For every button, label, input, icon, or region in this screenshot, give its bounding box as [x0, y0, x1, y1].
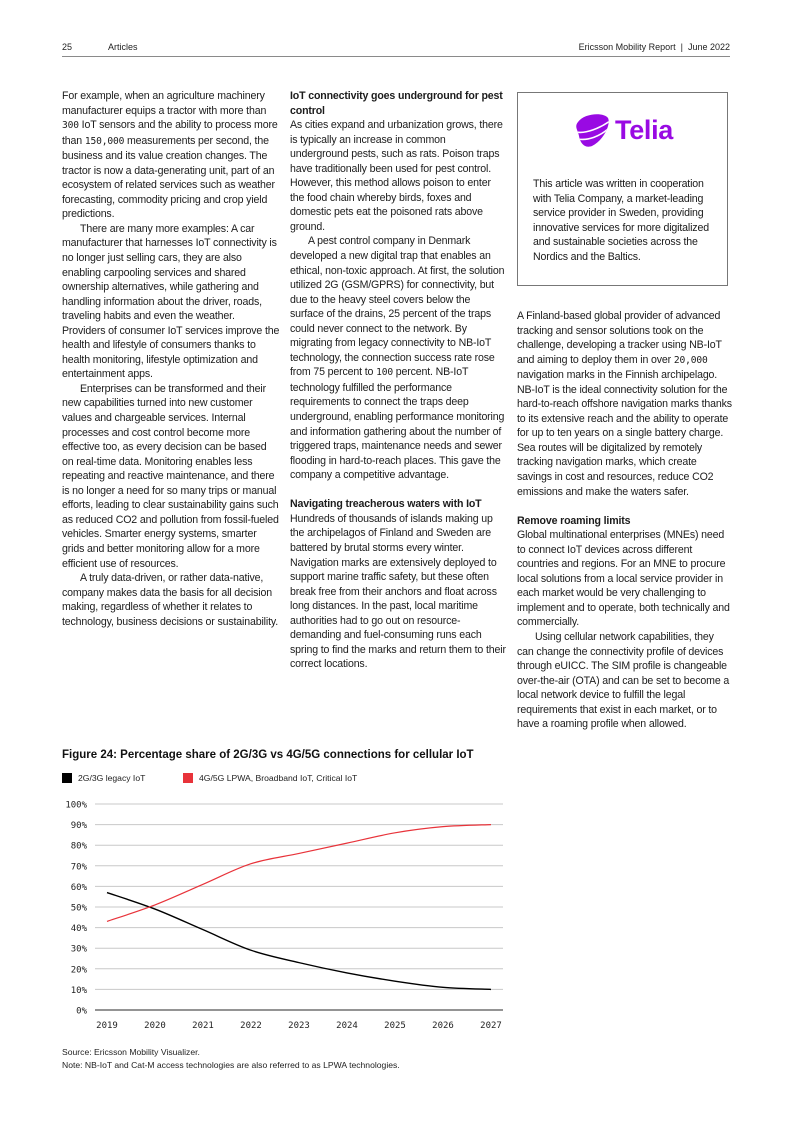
x-tick-label: 2024 — [336, 1021, 358, 1031]
paragraph: A pest control company in Denmark developed a new digital trap that enables an ethical, non-toxic approach. At first, the solution utilized 2G (GSM/GPRS) for connectivity, but due to the heavy steel covers below the surface of the drains, 25 percent of the traps could never connect to the network. By migrating from legacy connectivity to NB-IoT technology, the connection success rate rose from 75 percent to 100 percent. NB-IoT technology fulfilled the performance requirements to connect the traps deep underground, enabling performance monitoring and information gathering about the number of triggered traps, maintenance needs and sewer flooding in hard-to-reach places. This gave the company a competitive advantage. — [290, 235, 505, 482]
y-tick-label: 50% — [70, 903, 87, 914]
paragraph: Global multinational enterprises (MNEs) need to connect IoT devices across different countries and regions. For an MNE to procure local solutions from a local service provider in each market would be very challenging to implement and to operate, both technically and commercially. — [517, 529, 730, 629]
paragraph: Using cellular network capabilities, they can change the connectivity profile of devices through eUICC. The SIM profile is changeable over-the-air (OTA) and can be set to become a local network device to fulfill the legal requirements that exist in each market, or to have a roaming profile when allowed. — [517, 631, 730, 731]
section-heading: Remove roaming limits — [517, 514, 631, 527]
paragraph: There are many more examples: A car manufacturer that harnesses IoT connectivity is no longer just selling cars, they are also enabling carpooling services and shared ownership alternatives, while gathering and handling information about the driver, roads, traveling habits and even the weather. Providers of consumer IoT services improve the health and lifestyle of consumers thanks to health monitoring, lifestyle optimization and entertainment apps. — [62, 222, 280, 381]
y-tick-label: 10% — [70, 985, 87, 996]
partner-note: This article was written in cooperation with Telia Company, a market-leading service provider in Sweden, providing innovative services for more digitalized and sustainable societies across the Nordics and the Baltics. — [533, 178, 709, 263]
paragraph: As cities expand and urbanization grows, there is typically an increase in common underground pests, such as rats. Poison traps have traditionally been used for pest control. However, this method allows poison to enter the food chain whereby birds, foxes and domestic pets eat the poisoned rats above ground. — [290, 119, 503, 233]
legend-item-2g3g: 2G/3G legacy IoT — [62, 773, 145, 783]
y-axis-ticks — [65, 801, 87, 1017]
page-number: 25 — [62, 42, 73, 52]
paragraph: Enterprises can be transformed and their new capabilities turned into new customer values and chargeable services. Internal processes and cost control become more effective too, as every decision can be based on real-time data. Monitoring enables less repeating and reactive maintenance, and there is no longer a need for so many trips or manual efforts, leading to clear sustainability gains such as reduced CO2 and pollution from fossil-fueled vehicles. Smarter energy systems, smarter grids and better monitoring allow for a more efficient use of resources. — [62, 382, 279, 570]
x-tick-label: 2025 — [384, 1021, 406, 1031]
y-tick-label: 40% — [70, 924, 87, 935]
paragraph: For example, when an agriculture machinery manufacturer equips a tractor with more than 300 IoT sensors and the ability to process more than 150,000 measurements per second, the business and its value creation changes. The tractor is now a data-generating unit, part of an ecosystem of related services such as weather forecasting, commodity pricing and crop yield predictions. — [62, 90, 278, 221]
paragraph: Hundreds of thousands of islands making up the archipelagos of Finland and Sweden are battered by brutal storms every winter. Navigation marks are extensively deployed to support marine traffic safety, but these often break free from their anchors and float across long distances. In the past, local maritime authorities had to go out on resource-demanding and fuel-consuming runs each spring to find the marks and return them to their correct locations. — [290, 512, 506, 671]
paragraph: A truly data-driven, or rather data-native, company makes data the basis for all decision making, regardless of whether it relates to technology, business decisions or sustainability. — [62, 572, 279, 628]
figure-source: Source: Ericsson Mobility Visualizer. Note: NB-IoT and Cat-M access technologies are also referred to as LPWA technologies. — [62, 1047, 400, 1070]
x-axis-ticks — [96, 1021, 502, 1031]
y-tick-label: 20% — [70, 965, 87, 976]
y-tick-label: 60% — [70, 882, 87, 893]
figure-title: Figure 24: Percentage share of 2G/3G vs 4G/5G connections for cellular IoT — [62, 749, 474, 761]
telia-wordmark: Telia — [615, 114, 674, 145]
y-tick-label: 90% — [70, 821, 87, 832]
x-tick-label: 2019 — [96, 1021, 118, 1031]
y-tick-label: 0% — [76, 1006, 87, 1017]
paragraph: A Finland-based global provider of advanced tracking and sensor solutions took on the challenge, developing a tracker using NB-IoT and aiming to deploy them in over 20,000 navigation marks in the Finnish archipelago. NB-IoT is the ideal connectivity solution for the hard-to-reach offshore navigation marks thanks to its extensive reach and the ability to operate for up to ten years on a single battery charge. Sea routes will be digitalized by remotely tracking navigation marks, which create savings in cost and resources, reduce CO2 emissions and make the waters safer. — [517, 310, 732, 498]
y-tick-label: 80% — [70, 841, 87, 852]
x-tick-label: 2023 — [288, 1021, 310, 1031]
x-tick-label: 2027 — [480, 1021, 502, 1031]
section-heading: Navigating treacherous waters with IoT — [290, 498, 482, 511]
x-tick-label: 2020 — [144, 1021, 166, 1031]
section-label: Articles — [108, 42, 138, 52]
y-tick-label: 100% — [65, 800, 87, 811]
section-heading: IoT connectivity goes underground for pest control — [290, 90, 503, 117]
x-tick-label: 2026 — [432, 1021, 454, 1031]
y-tick-label: 30% — [70, 944, 87, 955]
legend-item-4g5g: 4G/5G LPWA, Broadband IoT, Critical IoT — [183, 773, 357, 783]
publication-title: Ericsson Mobility Report | June 2022 — [578, 42, 730, 52]
y-tick-label: 70% — [70, 862, 87, 873]
x-tick-label: 2022 — [240, 1021, 262, 1031]
chart-gridlines — [95, 804, 503, 1010]
x-tick-label: 2021 — [192, 1021, 214, 1031]
